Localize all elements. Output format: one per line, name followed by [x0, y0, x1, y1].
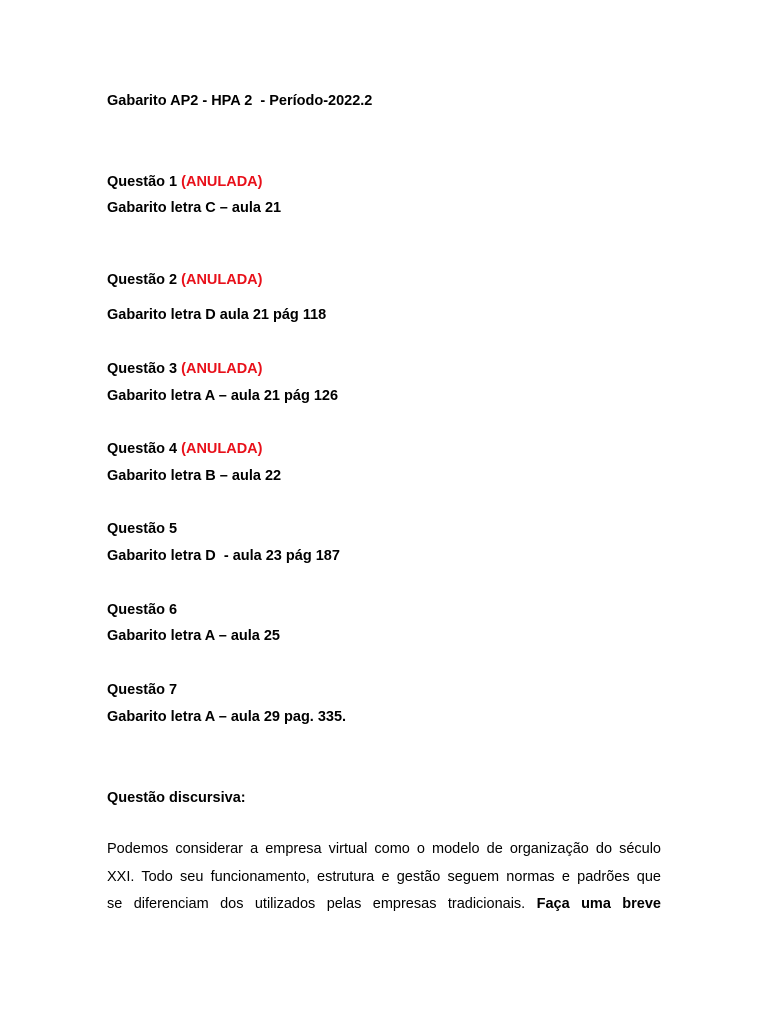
paragraph-line-2: XXI. Todo seu funcionamento, estrutura e gestão seguem normas e padrões que: [107, 868, 661, 885]
question-1-label: Questão 1: [107, 174, 182, 190]
question-2-heading: [107, 271, 262, 289]
paragraph-line-3: [107, 891, 661, 919]
paragraph-line-1: Podemos considerar a empresa virtual como o modelo de organização do século: [107, 841, 661, 857]
question-5-heading: Questão 5: [107, 521, 178, 537]
question-1-answer: Gabarito letra C – aula 21: [107, 200, 282, 216]
question-4-label: Questão 4: [107, 441, 182, 457]
question-5-answer: Gabarito letra D - aula 23 pág 187: [107, 548, 340, 564]
question-6-heading: Questão 6: [107, 602, 178, 618]
question-4-status: (ANULADA): [181, 441, 263, 457]
document-title: Gabarito AP2 - HPA 2 - Período-2022.2: [107, 93, 373, 109]
paragraph-line-3-normal: se diferenciam dos utilizados pelas empresas tradicionais.: [107, 896, 526, 912]
question-2-status: (ANULADA): [181, 272, 263, 288]
question-1-heading: [107, 173, 262, 191]
question-4-answer: Gabarito letra B – aula 22: [107, 468, 282, 484]
question-4-heading: [107, 440, 262, 458]
question-3-answer: Gabarito letra A – aula 21 pág 126: [107, 388, 339, 404]
question-7-heading: Questão 7: [107, 682, 178, 698]
question-2-answer: Gabarito letra D aula 21 pág 118: [107, 307, 327, 323]
question-1-status: (ANULADA): [181, 174, 263, 190]
question-3-label: Questão 3: [107, 361, 182, 377]
discursive-heading: Questão discursiva:: [107, 790, 246, 806]
question-3-status: (ANULADA): [181, 361, 263, 377]
question-3-heading: [107, 360, 262, 378]
discursive-paragraph: [107, 836, 661, 919]
question-6-answer: Gabarito letra A – aula 25: [107, 628, 280, 644]
question-2-label: Questão 2: [107, 272, 182, 288]
paragraph-line-3-bold: Faça uma breve: [536, 896, 661, 912]
question-7-answer: Gabarito letra A – aula 29 pag. 335.: [107, 709, 347, 725]
